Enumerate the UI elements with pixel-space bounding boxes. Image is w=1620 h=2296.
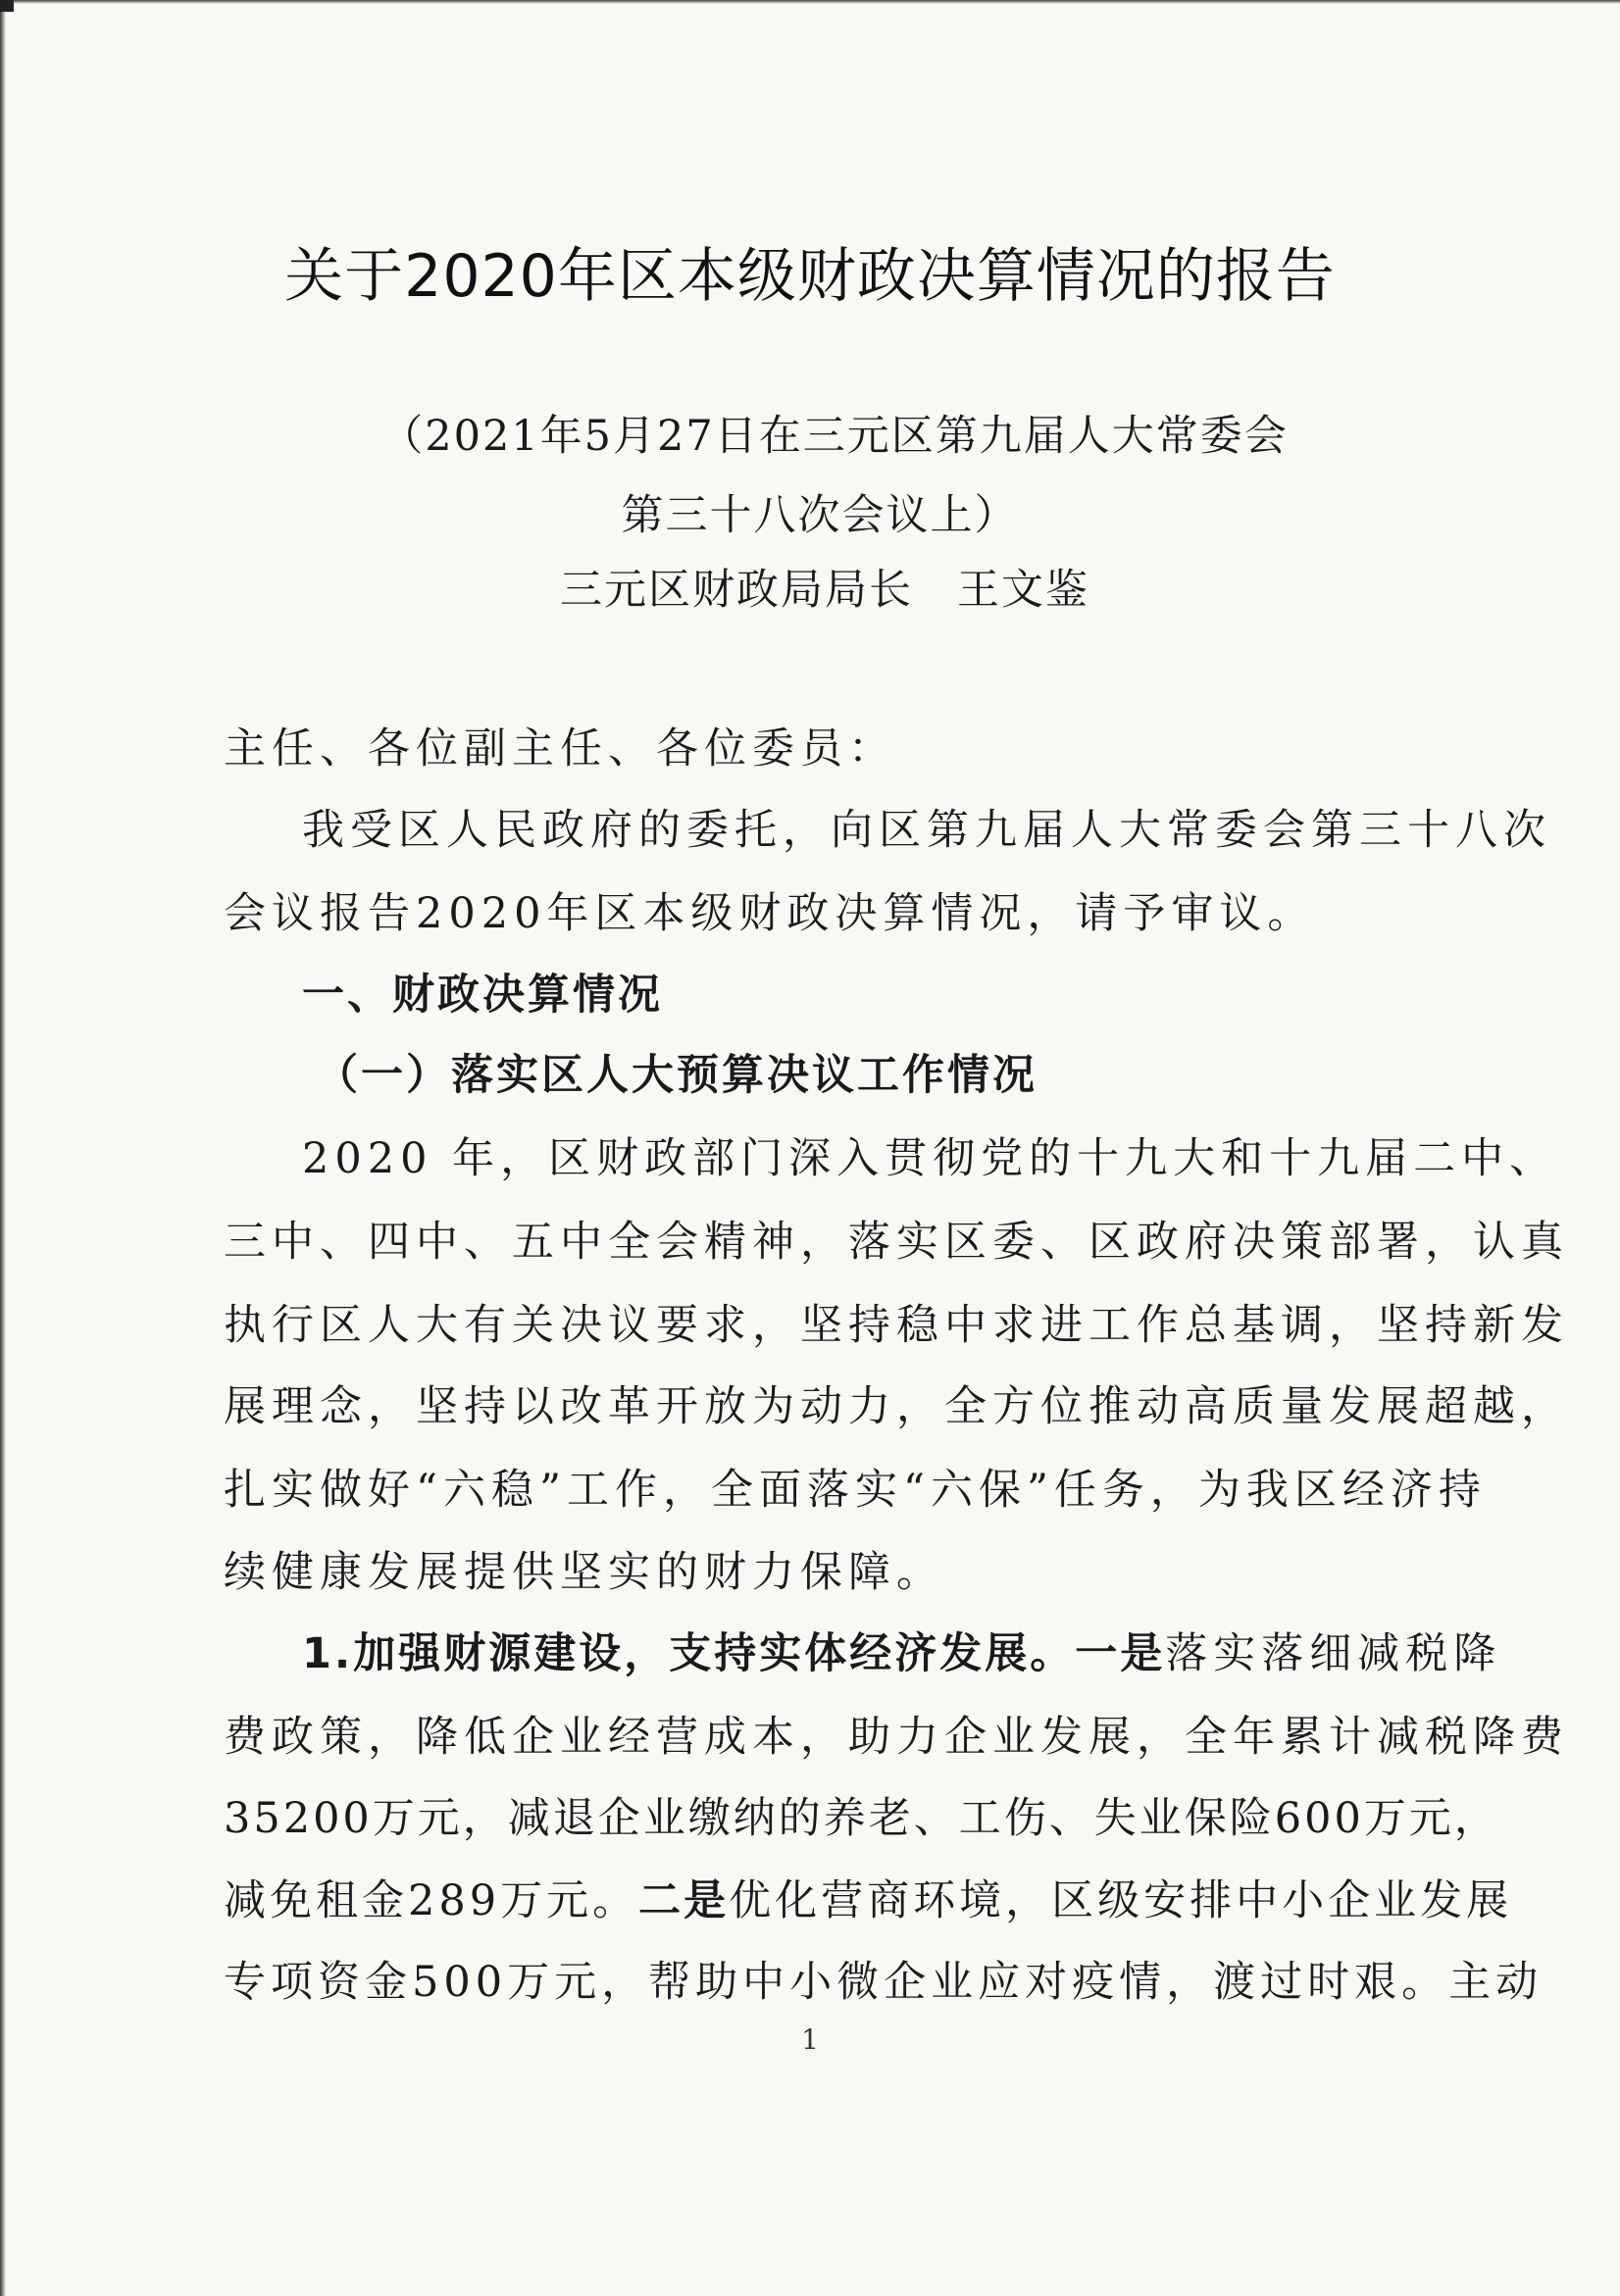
subtitle-line-1: （2021年5月27日在三元区第九届人大常委会 [380, 412, 1289, 461]
paragraph-2-line-5: 扎实做好“六稳”工作，全面落实“六保”任务，为我区经济持 [224, 1466, 1487, 1515]
section-heading-1: 一、财政决算情况 [302, 971, 663, 1020]
paragraph-3-line-1 [302, 1613, 1502, 1696]
scan-edge-left [0, 0, 6, 2296]
paragraph-3-line-2: 费政策，降低企业经营成本，助力企业发展，全年累计减税降费 [224, 1713, 1569, 1762]
author-line: 三元区财政局局长 王文鉴 [560, 566, 1089, 615]
paragraph-3-line-3: 35200万元，减退企业缴纳的养老、工伤、失业保险600万元， [224, 1794, 1499, 1843]
section-heading-2: （一）落实区人大预算决议工作情况 [316, 1051, 1038, 1100]
paragraph-1-line-1: 我受区人民政府的委托，向区第九届人大常委会第三十八次 [302, 806, 1551, 855]
paragraph-3-line-4-a: 减免租金289万元。 [224, 1876, 639, 1925]
paragraph-3-bold-second: 二是 [638, 1876, 730, 1925]
paragraph-3-line-1-rest: 落实落细减税降 [1165, 1629, 1502, 1678]
paragraph-3-line-4-b: 优化营商环境，区级安排中小企业发展 [729, 1876, 1513, 1925]
paragraph-3-bold-lead: 1.加强财源建设，支持实体经济发展。一是 [302, 1629, 1166, 1678]
paragraph-2-line-6: 续健康发展提供坚实的财力保障。 [224, 1548, 944, 1597]
paragraph-2-line-4: 展理念，坚持以改革开放为动力，全方位推动高质量发展超越， [224, 1382, 1569, 1431]
paragraph-2-line-3: 执行区人大有关决议要求，坚持稳中求进工作总基调，坚持新发 [224, 1301, 1569, 1350]
paragraph-2-line-2: 三中、四中、五中全会精神，落实区委、区政府决策部署，认真 [224, 1218, 1569, 1267]
paragraph-3-line-4 [224, 1860, 1513, 1943]
page-number: 1 [801, 2023, 819, 2056]
paragraph-2-line-1: 2020 年，区财政部门深入贯彻党的十九大和十九届二中、 [302, 1134, 1558, 1183]
salutation: 主任、各位副主任、各位委员： [224, 724, 896, 774]
scan-edge-top [0, 0, 1620, 4]
subtitle-line-2: 第三十八次会议上） [621, 491, 1019, 540]
scan-corner-mark [0, 0, 14, 12]
paragraph-1-line-2: 会议报告2020年区本级财政决算情况，请予审议。 [224, 889, 1316, 938]
paragraph-3-line-5: 专项资金500万元，帮助中小微企业应对疫情，渡过时艰。主动 [224, 1958, 1544, 2007]
document-title: 关于2020年区本级财政决算情况的报告 [284, 242, 1336, 311]
